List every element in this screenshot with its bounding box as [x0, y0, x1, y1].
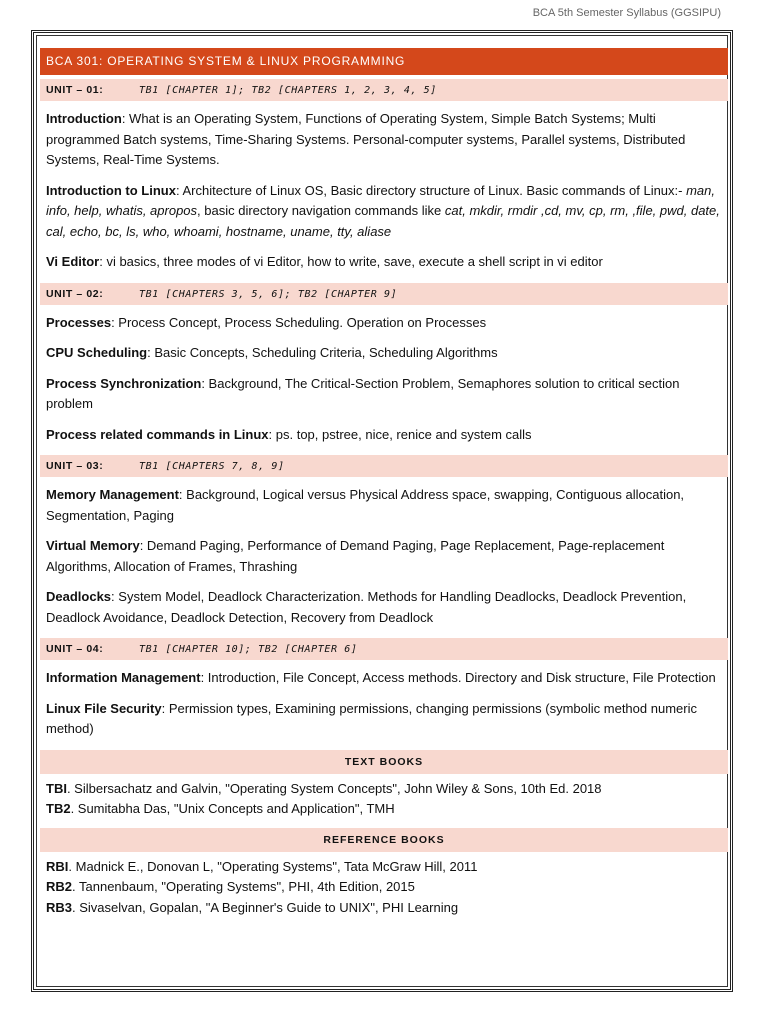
topic-name: Information Management [46, 670, 201, 685]
topic-text: : Demand Paging, Performance of Demand Paging, Page Replacement, Page-replacement Algorithms, Allocation of Frames, Thrashing [46, 538, 665, 574]
topic-paragraph [40, 181, 728, 243]
unit-label: UNIT – 02: [46, 287, 104, 300]
topic-name: Introduction [46, 111, 122, 126]
topic-text: : Basic Concepts, Scheduling Criteria, Scheduling Algorithms [147, 345, 498, 360]
unit-label: UNIT – 04: [46, 643, 104, 655]
reference-books-header: REFERENCE BOOKS [40, 828, 728, 852]
topic-text: : What is an Operating System, Functions of Operating System, Simple Batch Systems; Multi programmed Batch systems, Time-Sharing Systems. Personal-computer systems, Parallel systems, Distributed Systems, Real-Time Systems. [46, 111, 686, 167]
book-entry [46, 799, 722, 820]
topic-name: Processes [46, 314, 112, 330]
topic-paragraph [40, 699, 728, 740]
topic-text: : Permission types, Examining permissions, changing permissions (symbolic method numeric method) [46, 700, 697, 736]
topic-name: CPU Scheduling [46, 345, 148, 360]
topic-text: : System Model, Deadlock Characterization. Methods for Handling Deadlocks, Deadlock Prevention, Deadlock Avoidance, Deadlock Detection, Recovery from Deadlock [46, 589, 687, 625]
topic-name: Memory Management [46, 487, 179, 502]
topic-text: : Background, The Critical-Section Problem, Semaphores solution to critical section problem [46, 375, 680, 411]
topic-paragraph [40, 587, 728, 628]
book-text: . Sivaselvan, Gopalan, "A Beginner's Guide to UNIX", PHI Learning [72, 899, 459, 915]
topic-text: : Introduction, File Concept, Access methods. Directory and Disk structure, File Protection [200, 670, 716, 685]
book-text: . Silbersachatz and Galvin, "Operating System Concepts", John Wiley & Sons, 10th Ed. 2018 [66, 780, 602, 796]
unit-reference: TB1 [CHAPTERS 7, 8, 9] [139, 461, 285, 472]
topic-paragraph [40, 536, 728, 577]
book-code: RB3 [46, 899, 73, 915]
text-books-header: TEXT BOOKS [40, 750, 728, 774]
book-entry [46, 779, 722, 800]
topic-paragraph [40, 485, 728, 526]
unit-label: UNIT – 01: [46, 84, 104, 96]
topic-name: Process Synchronization [46, 375, 202, 391]
topic-paragraph [40, 668, 728, 689]
topic-paragraph [40, 343, 728, 364]
topic-name: Deadlocks [46, 589, 112, 604]
unit-3-header [40, 455, 728, 477]
unit-1-header [40, 79, 728, 101]
book-text: . Sumitabha Das, "Unix Concepts and Application", TMH [70, 801, 395, 816]
book-entry [46, 857, 722, 878]
unit-reference: TB1 [CHAPTER 10]; TB2 [CHAPTER 6] [139, 644, 358, 655]
topic-text: : vi basics, three modes of vi Editor, how to write, save, execute a shell script in vi editor [99, 254, 603, 269]
book-entry [46, 898, 722, 919]
topic-name: Linux File Security [46, 700, 162, 716]
unit-2-header [40, 283, 728, 305]
topic-text: : Background, Logical versus Physical Address space, swapping, Contiguous allocation, Segmentation, Paging [46, 487, 685, 523]
book-text: . Madnick E., Donovan L, "Operating Systems", Tata McGraw Hill, 2011 [68, 858, 478, 874]
reference-books-list [40, 857, 728, 919]
course-title: BCA 301: OPERATING SYSTEM & LINUX PROGRAMMING [40, 48, 728, 75]
book-code: RBI [46, 858, 69, 874]
book-code: TBI [46, 780, 67, 796]
book-entry [46, 877, 722, 898]
topic-text: : Architecture of Linux OS, Basic directory structure of Linux. Basic commands of Linux:- [175, 182, 687, 198]
unit-reference: TB1 [CHAPTERS 3, 5, 6]; TB2 [CHAPTER 9] [139, 288, 398, 300]
unit-reference: TB1 [CHAPTER 1]; TB2 [CHAPTERS 1, 2, 3, 4, 5] [139, 85, 437, 96]
syllabus-content [40, 48, 728, 926]
topic-commands: man, info, help, whatis, apropos [46, 182, 715, 218]
page-header: BCA 5th Semester Syllabus (GGSIPU) [532, 7, 721, 19]
book-text: . Tannenbaum, "Operating Systems", PHI, 4th Edition, 2015 [72, 879, 415, 894]
topic-name: Vi Editor [46, 254, 100, 269]
topic-paragraph [40, 313, 728, 334]
topic-paragraph [40, 425, 728, 446]
topic-text: : ps. top, pstree, nice, renice and system calls [268, 426, 532, 442]
unit-label: UNIT – 03: [46, 460, 104, 472]
unit-4-header [40, 638, 728, 660]
text-books-list [40, 779, 728, 820]
topic-paragraph [40, 252, 728, 273]
topic-paragraph [40, 374, 728, 415]
topic-text: : Process Concept, Process Scheduling. Operation on Processes [111, 314, 487, 330]
topic-name: Introduction to Linux [46, 182, 176, 198]
topic-name: Virtual Memory [46, 538, 140, 553]
book-code: TB2 [46, 801, 71, 816]
topic-commands: cat, mkdir, rmdir ,cd, mv, cp, rm, ,file, pwd, date, cal, echo, bc, ls, who, whoami, hostname, uname, tty, aliase [46, 203, 720, 239]
book-code: RB2 [46, 879, 73, 894]
topic-name: Process related commands in Linux [46, 426, 269, 442]
topic-paragraph [40, 109, 728, 171]
topic-text: , basic directory navigation commands like [197, 203, 445, 218]
